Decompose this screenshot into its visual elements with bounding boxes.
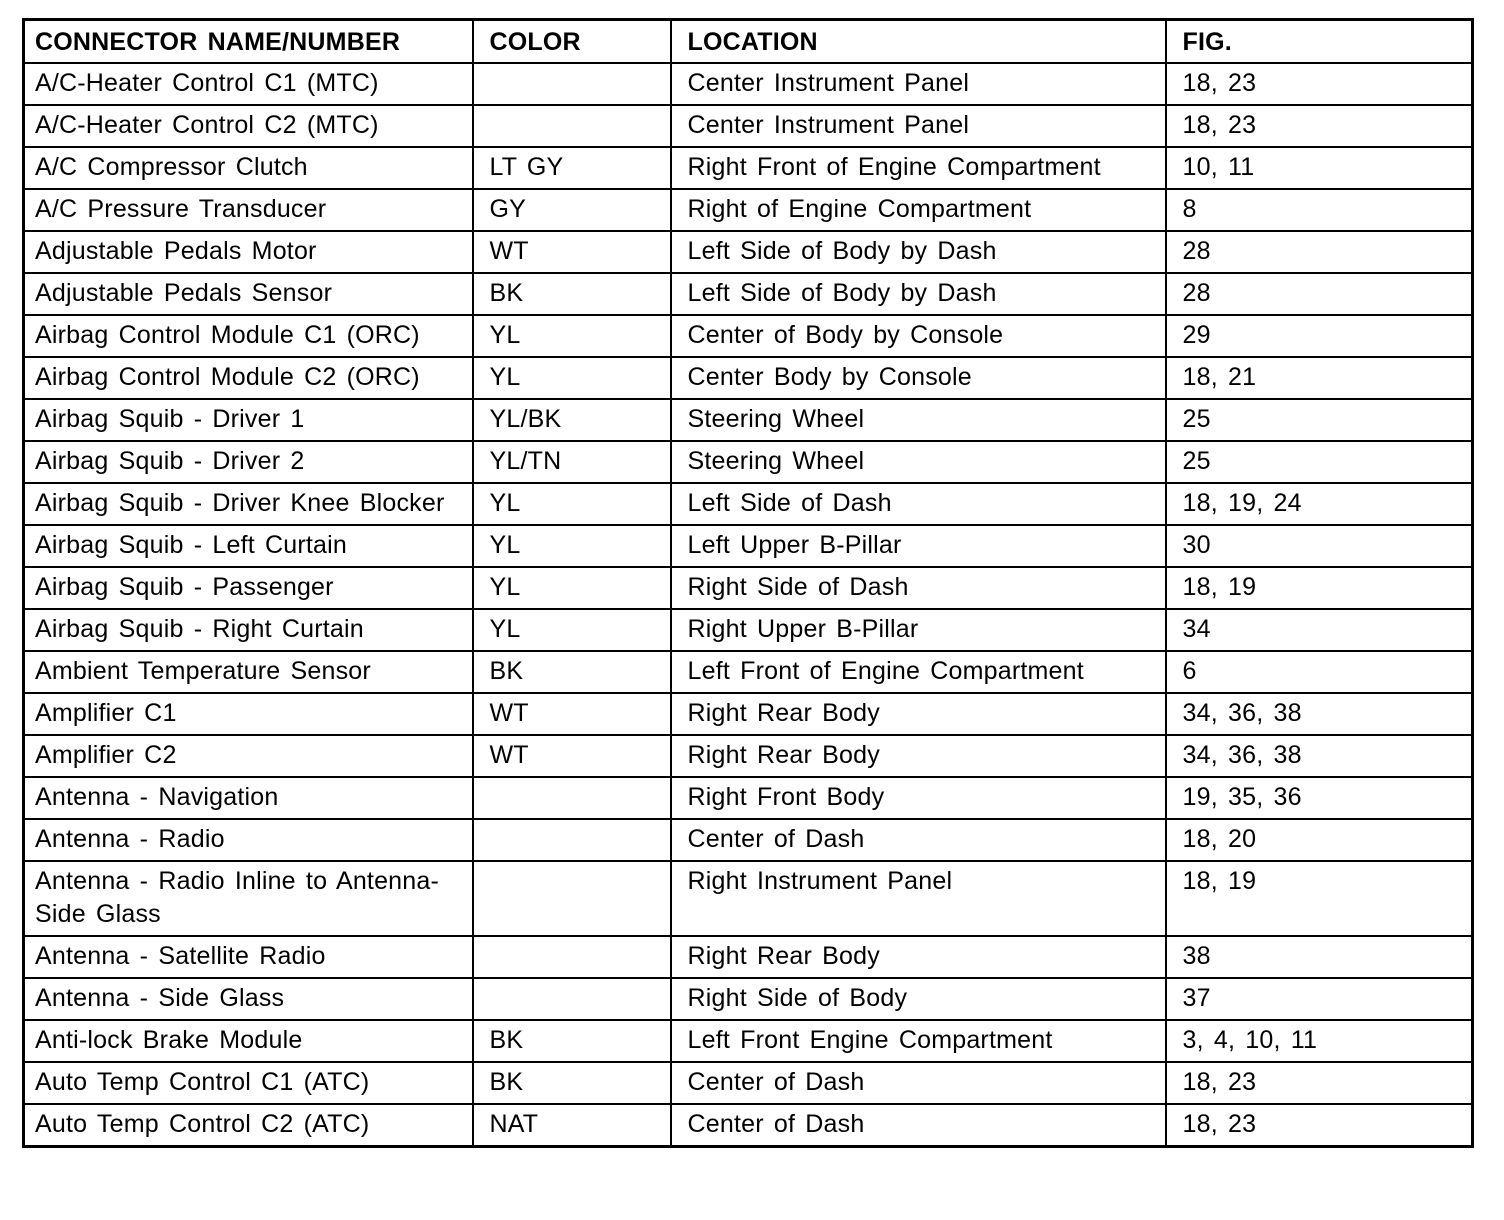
- table-row: [24, 147, 1473, 189]
- cell-color: [473, 936, 671, 978]
- cell-connector-name: Auto Temp Control C1 (ATC): [24, 1062, 473, 1104]
- cell-fig: 34, 36, 38: [1166, 735, 1473, 777]
- cell-connector-name: A/C-Heater Control C1 (MTC): [24, 63, 473, 105]
- cell-location: Right Rear Body: [671, 735, 1166, 777]
- table-row: [24, 357, 1473, 399]
- cell-color: BK: [473, 273, 671, 315]
- cell-location: Steering Wheel: [671, 399, 1166, 441]
- connector-table-container: [22, 18, 1471, 1148]
- cell-location: Center Body by Console: [671, 357, 1166, 399]
- cell-location: Right Side of Dash: [671, 567, 1166, 609]
- cell-color: YL/BK: [473, 399, 671, 441]
- cell-location: Right Rear Body: [671, 936, 1166, 978]
- cell-color: YL: [473, 567, 671, 609]
- cell-location: Right Front Body: [671, 777, 1166, 819]
- table-row: [24, 315, 1473, 357]
- table-row: [24, 567, 1473, 609]
- cell-location: Left Side of Body by Dash: [671, 231, 1166, 273]
- table-row: [24, 651, 1473, 693]
- cell-fig: 18, 21: [1166, 357, 1473, 399]
- cell-fig: 28: [1166, 273, 1473, 315]
- cell-color: YL: [473, 315, 671, 357]
- cell-location: Center Instrument Panel: [671, 63, 1166, 105]
- cell-fig: 28: [1166, 231, 1473, 273]
- table-row: [24, 231, 1473, 273]
- cell-location: Right Rear Body: [671, 693, 1166, 735]
- cell-color: WT: [473, 231, 671, 273]
- cell-fig: 25: [1166, 441, 1473, 483]
- cell-location: Left Side of Body by Dash: [671, 273, 1166, 315]
- cell-color: [473, 777, 671, 819]
- cell-fig: 38: [1166, 936, 1473, 978]
- cell-connector-name: Anti-lock Brake Module: [24, 1020, 473, 1062]
- cell-location: Center of Dash: [671, 819, 1166, 861]
- cell-location: Center of Body by Console: [671, 315, 1166, 357]
- cell-location: Right Front of Engine Compartment: [671, 147, 1166, 189]
- cell-color: BK: [473, 1062, 671, 1104]
- table-row: [24, 936, 1473, 978]
- table-row: [24, 1020, 1473, 1062]
- cell-color: WT: [473, 735, 671, 777]
- cell-color: [473, 105, 671, 147]
- cell-color: LT GY: [473, 147, 671, 189]
- table-row: [24, 1062, 1473, 1104]
- cell-connector-name: Airbag Control Module C2 (ORC): [24, 357, 473, 399]
- cell-color: YL/TN: [473, 441, 671, 483]
- table-row: [24, 819, 1473, 861]
- cell-connector-name: Airbag Squib - Left Curtain: [24, 525, 473, 567]
- cell-fig: 18, 19: [1166, 567, 1473, 609]
- cell-connector-name: Antenna - Satellite Radio: [24, 936, 473, 978]
- cell-color: BK: [473, 1020, 671, 1062]
- table-row: [24, 273, 1473, 315]
- cell-connector-name: Amplifier C2: [24, 735, 473, 777]
- cell-color: YL: [473, 525, 671, 567]
- cell-location: Center of Dash: [671, 1104, 1166, 1147]
- connector-table: [22, 18, 1474, 1148]
- cell-connector-name: Adjustable Pedals Sensor: [24, 273, 473, 315]
- table-row: [24, 399, 1473, 441]
- cell-fig: 18, 23: [1166, 63, 1473, 105]
- header-fig: FIG.: [1166, 20, 1473, 64]
- table-row: [24, 441, 1473, 483]
- cell-color: [473, 819, 671, 861]
- cell-connector-name: Antenna - Navigation: [24, 777, 473, 819]
- cell-location: Right Instrument Panel: [671, 861, 1166, 936]
- cell-fig: 18, 23: [1166, 105, 1473, 147]
- cell-connector-name: A/C Compressor Clutch: [24, 147, 473, 189]
- cell-connector-name: Auto Temp Control C2 (ATC): [24, 1104, 473, 1147]
- cell-location: Left Front Engine Compartment: [671, 1020, 1166, 1062]
- cell-location: Right of Engine Compartment: [671, 189, 1166, 231]
- cell-fig: 30: [1166, 525, 1473, 567]
- cell-connector-name: Adjustable Pedals Motor: [24, 231, 473, 273]
- cell-fig: 18, 23: [1166, 1062, 1473, 1104]
- table-row: [24, 525, 1473, 567]
- cell-connector-name: Antenna - Radio Inline to Antenna-Side Glass: [24, 861, 473, 936]
- cell-fig: 29: [1166, 315, 1473, 357]
- cell-connector-name: Airbag Squib - Driver 1: [24, 399, 473, 441]
- cell-color: YL: [473, 609, 671, 651]
- cell-color: GY: [473, 189, 671, 231]
- header-connector-name: CONNECTOR NAME/NUMBER: [24, 20, 473, 64]
- cell-location: Right Side of Body: [671, 978, 1166, 1020]
- table-row: [24, 483, 1473, 525]
- cell-fig: 3, 4, 10, 11: [1166, 1020, 1473, 1062]
- table-row: [24, 189, 1473, 231]
- cell-color: WT: [473, 693, 671, 735]
- cell-color: YL: [473, 483, 671, 525]
- table-row: [24, 63, 1473, 105]
- table-row: [24, 735, 1473, 777]
- cell-location: Left Upper B-Pillar: [671, 525, 1166, 567]
- cell-fig: 18, 19, 24: [1166, 483, 1473, 525]
- cell-fig: 18, 19: [1166, 861, 1473, 936]
- cell-fig: 8: [1166, 189, 1473, 231]
- cell-connector-name: A/C Pressure Transducer: [24, 189, 473, 231]
- cell-location: Center Instrument Panel: [671, 105, 1166, 147]
- cell-connector-name: A/C-Heater Control C2 (MTC): [24, 105, 473, 147]
- table-row: [24, 777, 1473, 819]
- cell-connector-name: Antenna - Radio: [24, 819, 473, 861]
- table-row: [24, 861, 1473, 936]
- cell-color: [473, 861, 671, 936]
- cell-location: Left Front of Engine Compartment: [671, 651, 1166, 693]
- cell-color: [473, 63, 671, 105]
- cell-color: [473, 978, 671, 1020]
- header-location: LOCATION: [671, 20, 1166, 64]
- cell-location: Center of Dash: [671, 1062, 1166, 1104]
- table-header-row: [24, 20, 1473, 64]
- header-color: COLOR: [473, 20, 671, 64]
- cell-fig: 10, 11: [1166, 147, 1473, 189]
- cell-color: YL: [473, 357, 671, 399]
- cell-connector-name: Airbag Squib - Passenger: [24, 567, 473, 609]
- cell-color: NAT: [473, 1104, 671, 1147]
- table-row: [24, 978, 1473, 1020]
- cell-connector-name: Amplifier C1: [24, 693, 473, 735]
- cell-connector-name: Airbag Squib - Driver Knee Blocker: [24, 483, 473, 525]
- cell-connector-name: Antenna - Side Glass: [24, 978, 473, 1020]
- cell-color: BK: [473, 651, 671, 693]
- cell-connector-name: Ambient Temperature Sensor: [24, 651, 473, 693]
- cell-fig: 18, 20: [1166, 819, 1473, 861]
- cell-fig: 34, 36, 38: [1166, 693, 1473, 735]
- cell-connector-name: Airbag Control Module C1 (ORC): [24, 315, 473, 357]
- cell-fig: 25: [1166, 399, 1473, 441]
- cell-fig: 34: [1166, 609, 1473, 651]
- cell-location: Right Upper B-Pillar: [671, 609, 1166, 651]
- table-row: [24, 693, 1473, 735]
- table-row: [24, 105, 1473, 147]
- cell-fig: 37: [1166, 978, 1473, 1020]
- cell-connector-name: Airbag Squib - Right Curtain: [24, 609, 473, 651]
- cell-fig: 18, 23: [1166, 1104, 1473, 1147]
- cell-connector-name: Airbag Squib - Driver 2: [24, 441, 473, 483]
- table-row: [24, 1104, 1473, 1147]
- cell-fig: 6: [1166, 651, 1473, 693]
- cell-fig: 19, 35, 36: [1166, 777, 1473, 819]
- cell-location: Left Side of Dash: [671, 483, 1166, 525]
- cell-location: Steering Wheel: [671, 441, 1166, 483]
- table-row: [24, 609, 1473, 651]
